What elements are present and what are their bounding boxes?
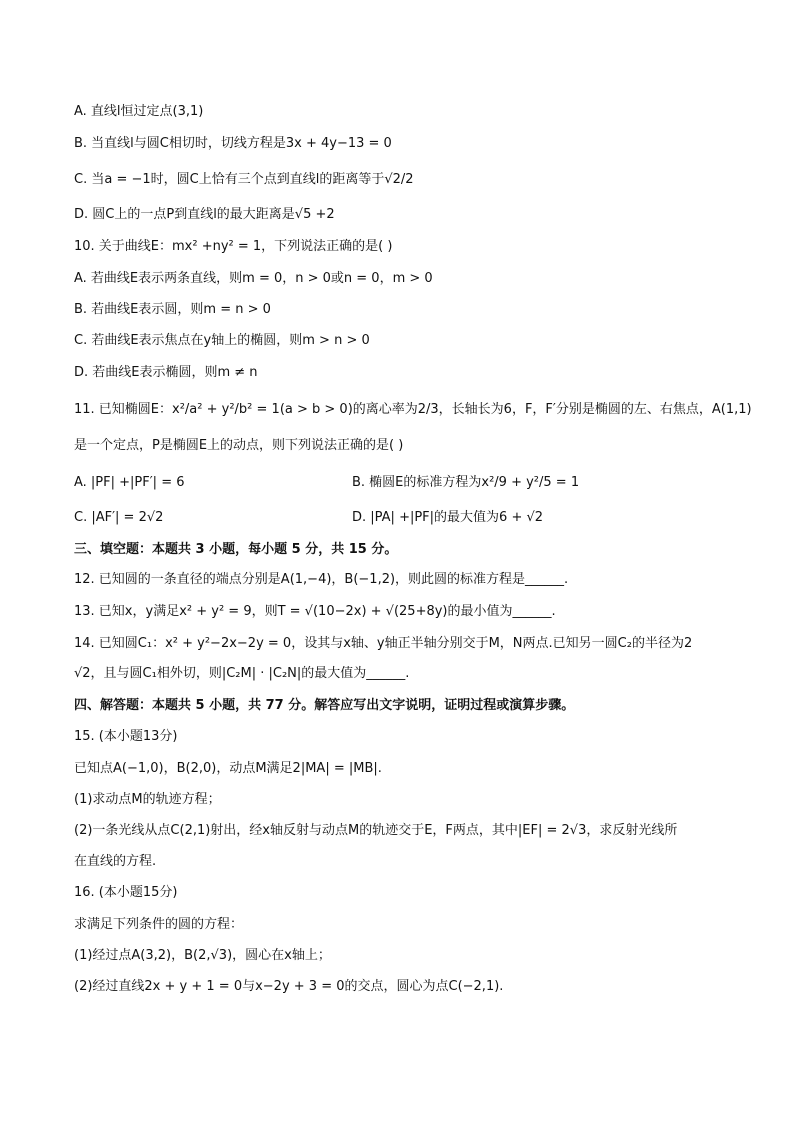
q15-stem: 已知点A(−1,0)，B(2,0)，动点M满足2|MA| = |MB|. <box>74 761 382 776</box>
q15-part1: (1)求动点M的轨迹方程； <box>74 792 221 807</box>
q9-option-c: C. 当a = −1时，圆C上恰有三个点到直线l的距离等于√2/2 <box>74 172 414 187</box>
q11-option-b: B. 椭圆E的标准方程为x²/9 + y²/5 = 1 <box>352 475 580 490</box>
q16-stem: 求满足下列条件的圆的方程： <box>74 917 244 932</box>
q11-stem: 11. 已知椭圆E：x²/a² + y²/b² = 1(a > b > 0)的离心率为2/3，长轴长为6，F，F′分别是椭圆的左、右焦点，A(1,1) <box>74 402 752 417</box>
q15-header: 15. (本小题13分) <box>74 729 178 744</box>
q14-cont: √2，且与圆C₁相外切，则|C₂M| · |C₂N|的最大值为______. <box>74 666 410 681</box>
q9-option-d: D. 圆C上的一点P到直线l的最大距离是√5 +2 <box>74 207 335 222</box>
q12: 12. 已知圆的一条直径的端点分别是A(1,−4)，B(−1,2)，则此圆的标准方程是______. <box>74 572 569 587</box>
q11-option-c: C. |AF′| = 2√2 <box>74 510 164 525</box>
q15-part2: (2)一条光线从点C(2,1)射出，经x轴反射与动点M的轨迹交于E，F两点，其中|EF| = 2√3，求反射光线所 <box>74 823 678 838</box>
q10-option-d: D. 若曲线E表示椭圆，则m ≠ n <box>74 365 258 380</box>
q10-option-a: A. 若曲线E表示两条直线，则m = 0，n > 0或n = 0，m > 0 <box>74 271 433 286</box>
q15-part2-cont: 在直线的方程. <box>74 854 157 869</box>
q16-part2: (2)经过直线2x + y + 1 = 0与x−2y + 3 = 0的交点，圆心为点C(−2,1). <box>74 979 504 994</box>
section-fill-in-heading: 三、填空题：本题共 3 小题，每小题 5 分，共 15 分。 <box>74 542 398 557</box>
q10-option-c: C. 若曲线E表示焦点在y轴上的椭圆，则m > n > 0 <box>74 333 370 348</box>
q10-option-b: B. 若曲线E表示圆，则m = n > 0 <box>74 302 271 317</box>
q11-option-a: A. |PF| +|PF′| = 6 <box>74 475 185 490</box>
q13: 13. 已知x，y满足x² + y² = 9，则T = √(10−2x) + √(25+8y)的最小值为______. <box>74 604 556 619</box>
q11-stem-cont: 是一个定点，P是椭圆E上的动点，则下列说法正确的是( ) <box>74 438 404 453</box>
q16-header: 16. (本小题15分) <box>74 885 178 900</box>
q11-option-d: D. |PA| +|PF|的最大值为6 + √2 <box>352 510 544 525</box>
q16-part1: (1)经过点A(3,2)，B(2,√3)，圆心在x轴上； <box>74 948 331 963</box>
q9-option-b: B. 当直线l与圆C相切时，切线方程是3x + 4y−13 = 0 <box>74 136 392 151</box>
q10-stem: 10. 关于曲线E：mx² +ny² = 1，下列说法正确的是( ) <box>74 239 393 254</box>
q9-option-a: A. 直线l恒过定点(3,1) <box>74 104 204 119</box>
q14: 14. 已知圆C₁：x² + y²−2x−2y = 0，设其与x轴、y轴正半轴分别交于M，N两点.已知另一圆C₂的半径为2 <box>74 636 693 651</box>
section-answer-heading: 四、解答题：本题共 5 小题，共 77 分。解答应写出文字说明，证明过程或演算步骤。 <box>74 698 575 713</box>
